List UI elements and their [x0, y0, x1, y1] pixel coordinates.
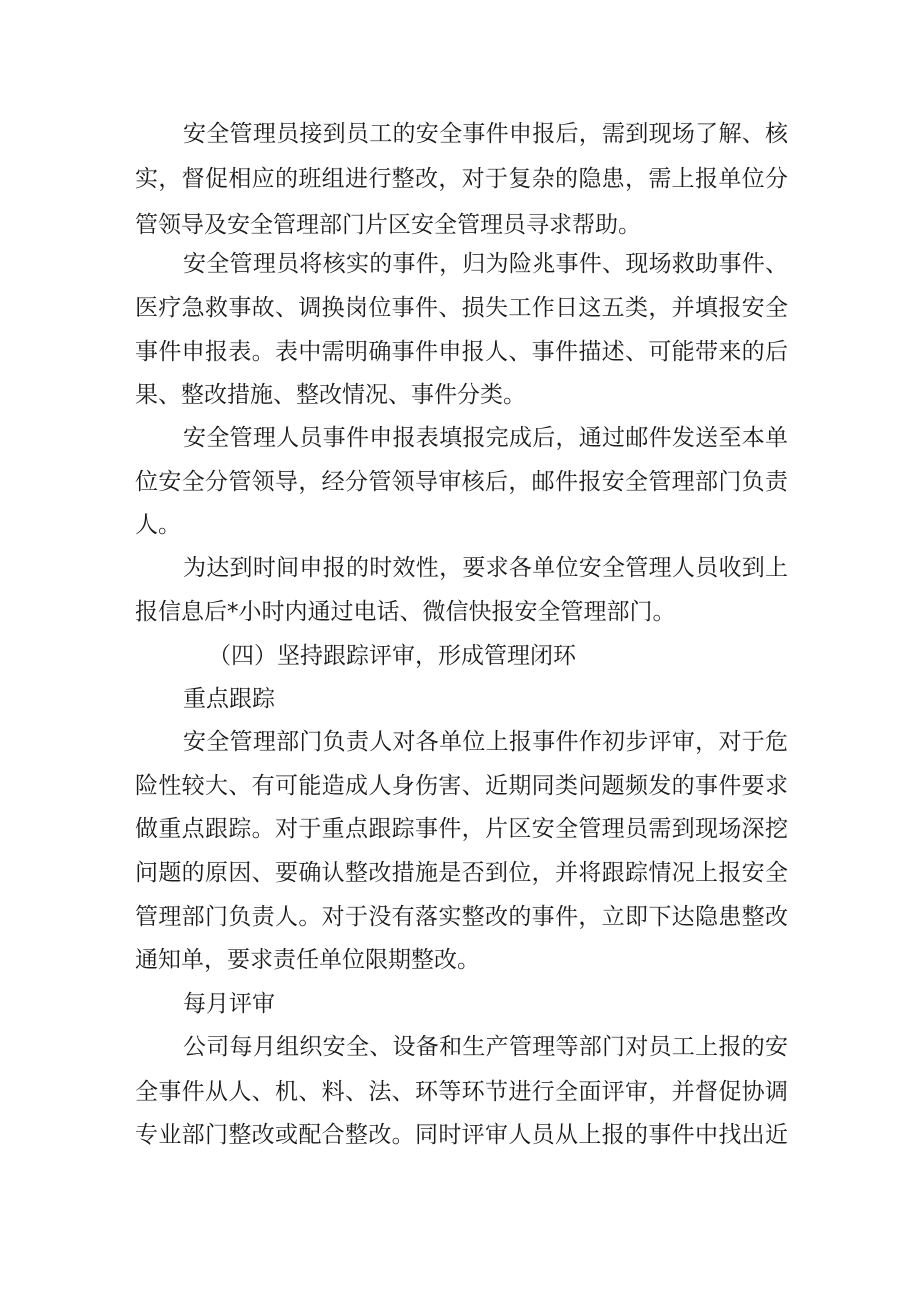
paragraph-5-line-2: 险性较大、有可能造成人身伤害、近期同类问题频发的事件要求 [135, 773, 788, 799]
paragraph-3-line-3: 人。 [135, 512, 181, 538]
paragraph-5-line-1: 安全管理部门负责人对各单位上报事件作初步评审，对于危 [183, 729, 788, 755]
paragraph-2-line-3: 事件申报表。表中需明确事件申报人、事件描述、可能带来的后 [135, 339, 788, 365]
paragraph-2-line-4: 果、整改措施、整改情况、事件分类。 [135, 382, 526, 408]
paragraph-4-line-1: 为达到时间申报的时效性，要求各单位安全管理人员收到上 [183, 555, 788, 581]
section-heading: （四）坚持跟踪评审，形成管理闭环 [208, 643, 576, 669]
paragraph-5-line-6: 通知单，要求责任单位限期整改。 [135, 947, 480, 973]
paragraph-4-line-2: 报信息后*小时内通过电话、微信快报安全管理部门。 [135, 599, 676, 625]
paragraph-1-line-1: 安全管理员接到员工的安全事件申报后，需到现场了解、核 [183, 121, 788, 147]
paragraph-3-line-1: 安全管理人员事件申报表填报完成后，通过邮件发送至本单 [183, 425, 788, 451]
paragraph-5-line-5: 管理部门负责人。对于没有落实整改的事件，立即下达隐患整改 [135, 904, 788, 930]
paragraph-1-line-2: 实，督促相应的班组进行整改，对于复杂的隐患，需上报单位分 [135, 166, 788, 192]
paragraph-1-line-3: 管领导及安全管理部门片区安全管理员寻求帮助。 [135, 212, 641, 238]
paragraph-5-line-4: 问题的原因、要确认整改措施是否到位，并将跟踪情况上报安全 [135, 860, 788, 886]
paragraph-6-line-3: 专业部门整改或配合整改。同时评审人员从上报的事件中找出近 [135, 1122, 788, 1148]
paragraph-5-line-3: 做重点跟踪。对于重点跟踪事件，片区安全管理员需到现场深挖 [135, 816, 788, 842]
paragraph-2-line-1: 安全管理员将核实的事件，归为险兆事件、现场救助事件、 [183, 251, 788, 277]
paragraph-6-line-2: 全事件从人、机、料、法、环等环节进行全面评审，并督促协调 [135, 1079, 788, 1105]
subheading-monthly-review: 每月评审 [183, 991, 275, 1017]
paragraph-6-line-1: 公司每月组织安全、设备和生产管理等部门对员工上报的安 [183, 1034, 788, 1060]
paragraph-3-line-2: 位安全分管领导，经分管领导审核后，邮件报安全管理部门负责 [135, 469, 788, 495]
subheading-key-tracking: 重点跟踪 [183, 686, 275, 712]
paragraph-2-line-2: 医疗急救事故、调换岗位事件、损失工作日这五类，并填报安全 [135, 295, 788, 321]
